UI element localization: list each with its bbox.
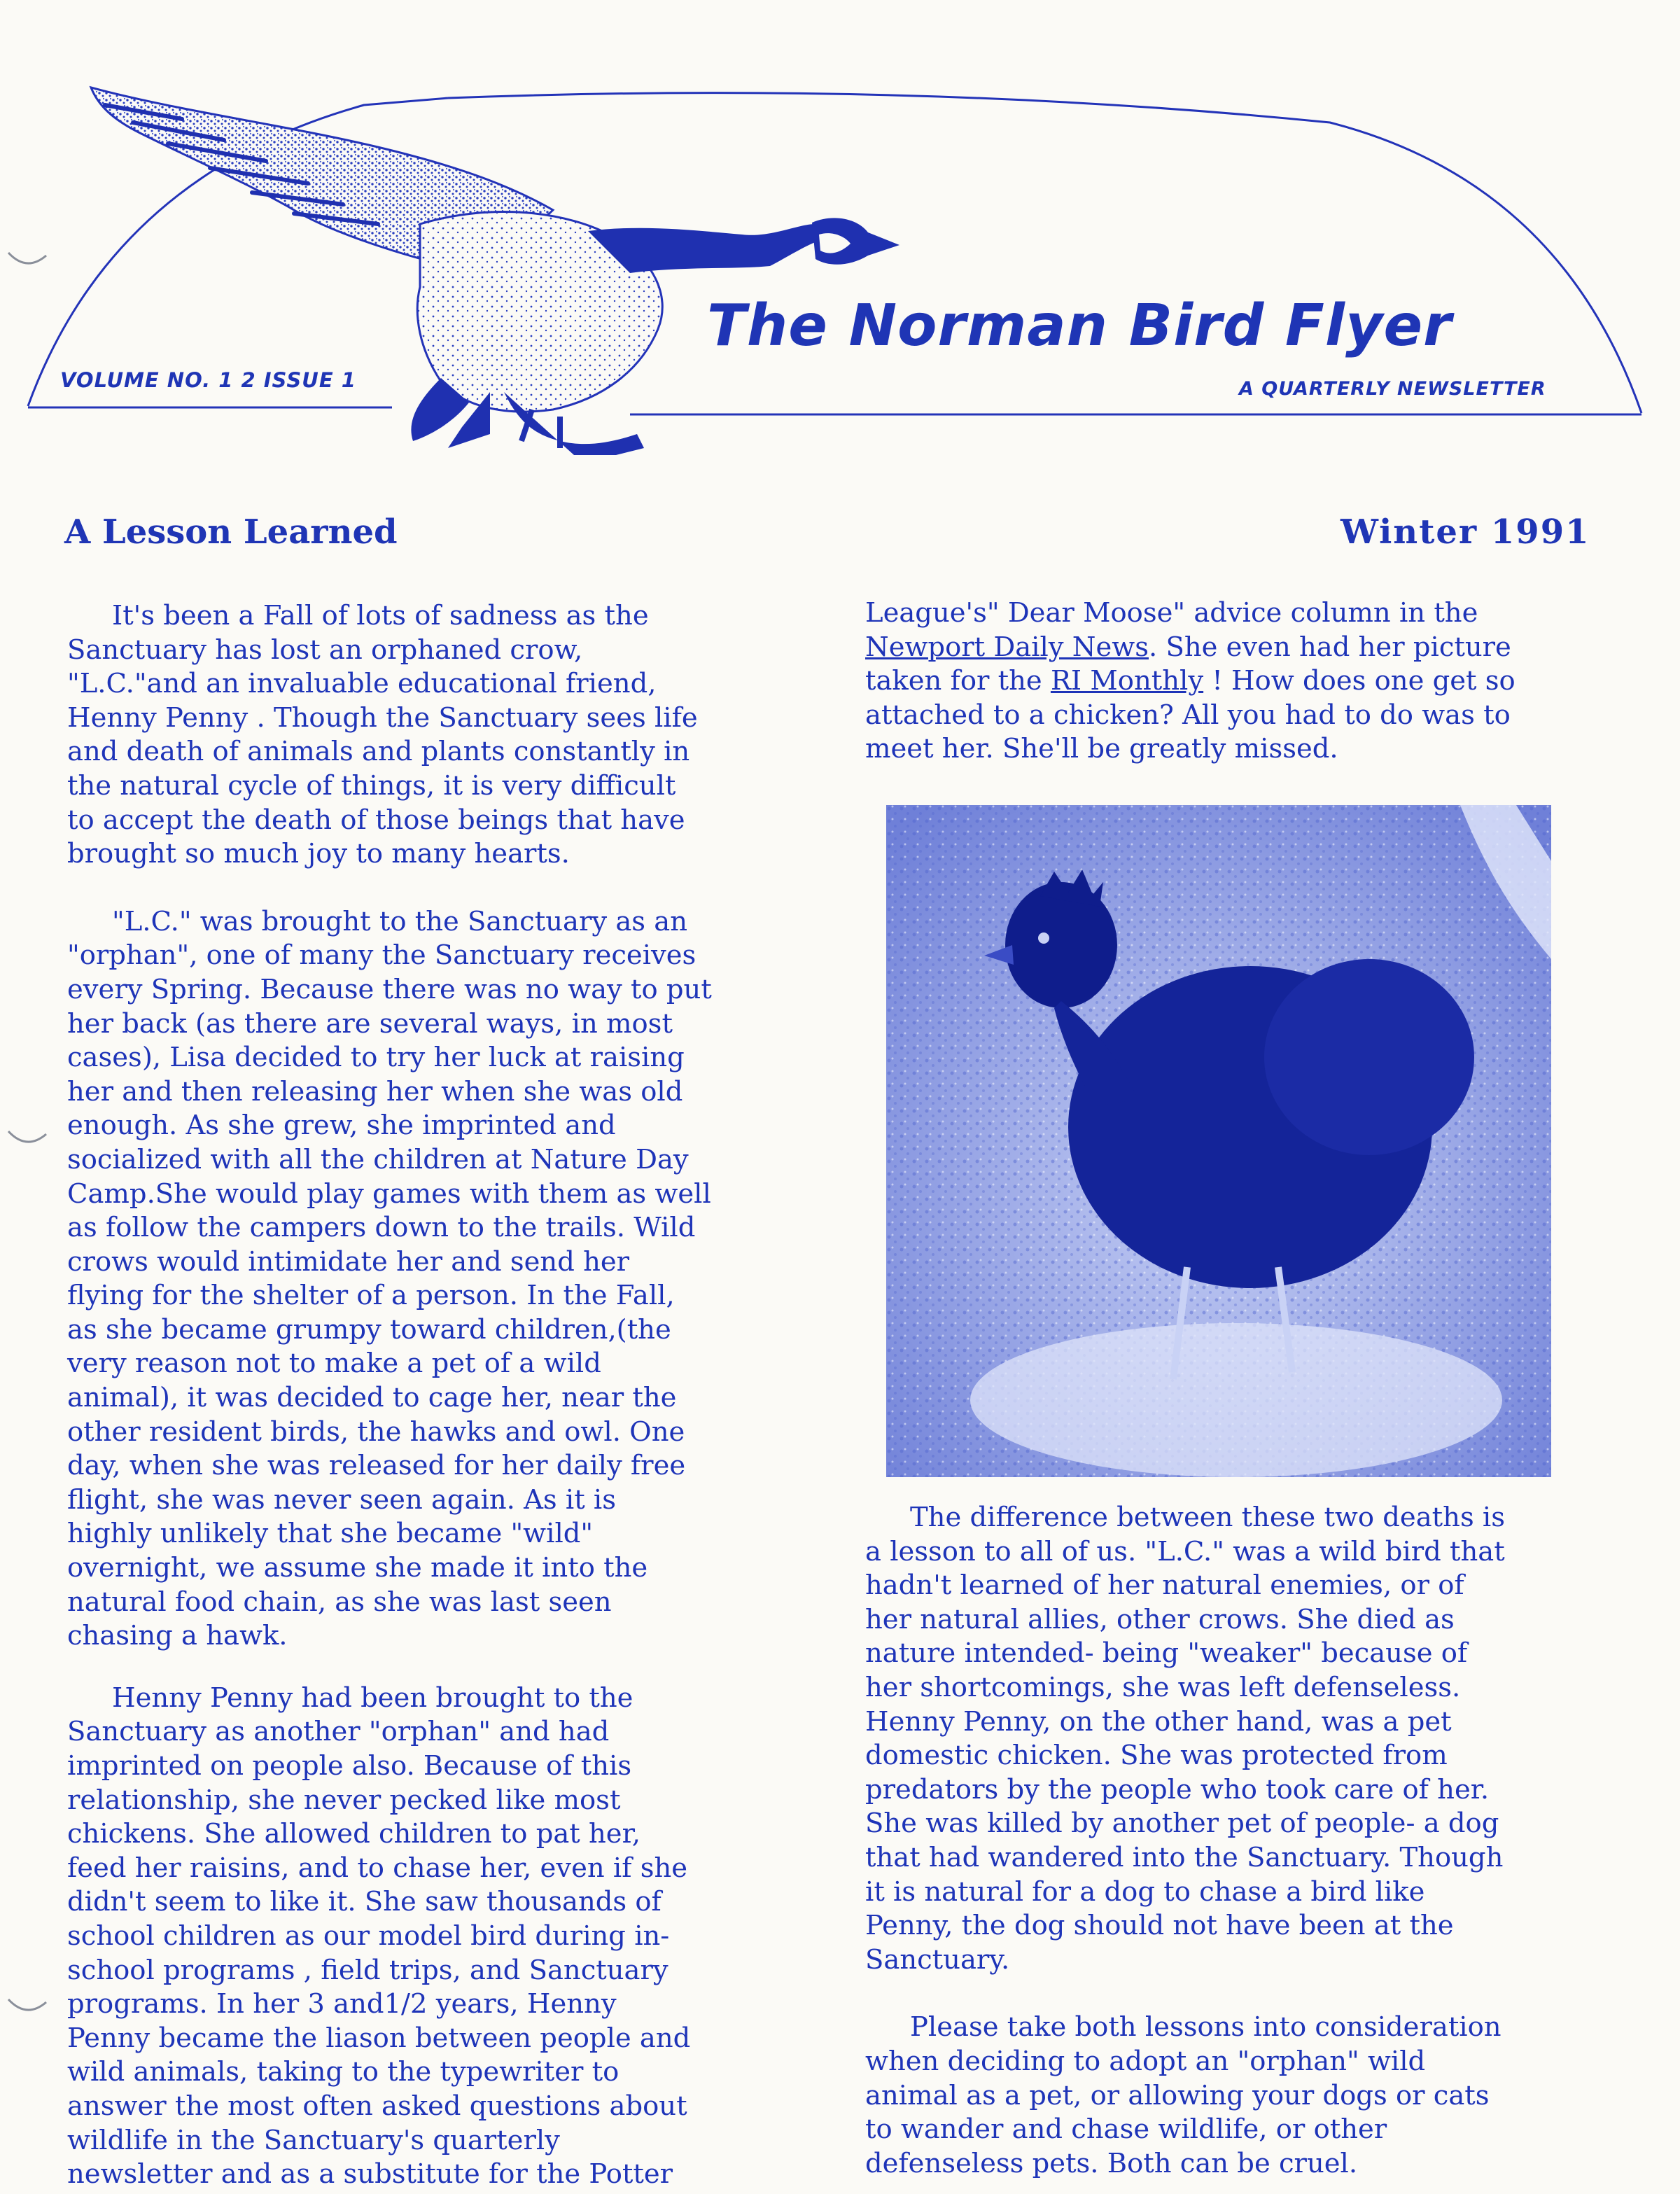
binder-hole-icon [6,1127,49,1148]
issue-season: Winter 1991 [1340,512,1590,552]
hen-photograph [886,805,1551,1477]
ri-monthly-title: RI Monthly [1050,665,1204,697]
right-column [865,1501,1593,2181]
volume-issue: VOLUME NO. 1 2 ISSUE 1 [60,368,356,392]
paragraph-5: Please take both lessons into consideration when deciding to adopt an "orphan" wild animal as a pet, or allowing your dogs or cats to wander and chase wildlife, or other defenseless pets. Both can be cruel. [865,2011,1502,2179]
masthead-graphic [0,0,1680,476]
newsletter-tagline: A QUARTERLY NEWSLETTER [1239,378,1546,400]
newport-daily-news-title: Newport Daily News [865,631,1149,663]
binder-hole-icon [6,249,49,270]
right-column-continuation: League's" Dear Moose" advice column in the Newport Daily News. She even had her picture taken for the RI Monthly ! How does one get so attached to a chicken? All you had to do was to meet her. She'll be greatly missed. [865,597,1516,765]
canada-goose-illustration [91,88,899,455]
paragraph-4: The difference between these two deaths is a lesson to all of us. "L.C." was a wild bird that hadn't learned of her natural enemies, or of her natural allies, other crows. She died as nature intended- being "weaker" because of her shortcomings, she was left defenseless. Henny Penny, on the other hand, was a pet domestic chicken. She was protected from predators by the people who took care of her. She was killed by another pet of people- a dog that had wandered into the Sanctuary. Though it is natural for a dog to chase a bird like Penny, the dog should not have been at the Sanctuary. [865,1502,1506,1976]
left-column [67,599,795,2192]
article-headline: A Lesson Learned [64,512,398,552]
paragraph-2: "L.C." was brought to the Sanctuary as an "orphan", one of many the Sanctuary receives every Spring. Because there was no way to put her back (as there are several ways, in most cases), Lisa decided to try her luck at raising her and then releasing her when she was old enough. As she grew, she imprinted and socialized with all the children at Nature Day Camp.She would play games with them as well as follow the campers down to the trails. Wild crows would intimidate her and send her flying for the shelter of a person. In the Fall, as she became grumpy toward children,(the very reason not to make a pet of a wild animal), it was decided to cage her, near the other resident birds, the hawks and owl. One day, when she was released for her daily free flight, she was never seen again. As it is highly unlikely that she became "wild" overnight, we assume she made it into the natural food chain, as she was last seen chasing a hawk. [67,905,712,1652]
paragraph-3: Henny Penny had been brought to the Sanctuary as another "orphan" and had imprinted on people also. Because of this relationship, she never pecked like most chickens. She allowed children to pat her, feed her raisins, and to chase her, even if she didn't seem to like it. She saw thousands of school children as our model bird during in- school programs , field trips, and Sanctuary programs. In her 3 and1/2 years, Henny Penny became the liason between people and wild animals, taking to the typewriter to answer the most often asked questions about wildlife in the Sanctuary's quarterly newsletter and as a substitute for the Potter [67,1682,691,2190]
paragraph-1: It's been a Fall of lots of sadness as the Sanctuary has lost an orphaned crow, "L.C."and an invaluable educational friend, Henny Penny . Though the Sanctuary sees life and death of animals and plants constantly in the natural cycle of things, it is very difficult to accept the death of those beings that have brought so much joy to many hearts. [67,600,698,870]
newsletter-title: The Norman Bird Flyer [707,293,1452,359]
masthead [0,0,1680,476]
binder-hole-icon [6,1995,49,2016]
